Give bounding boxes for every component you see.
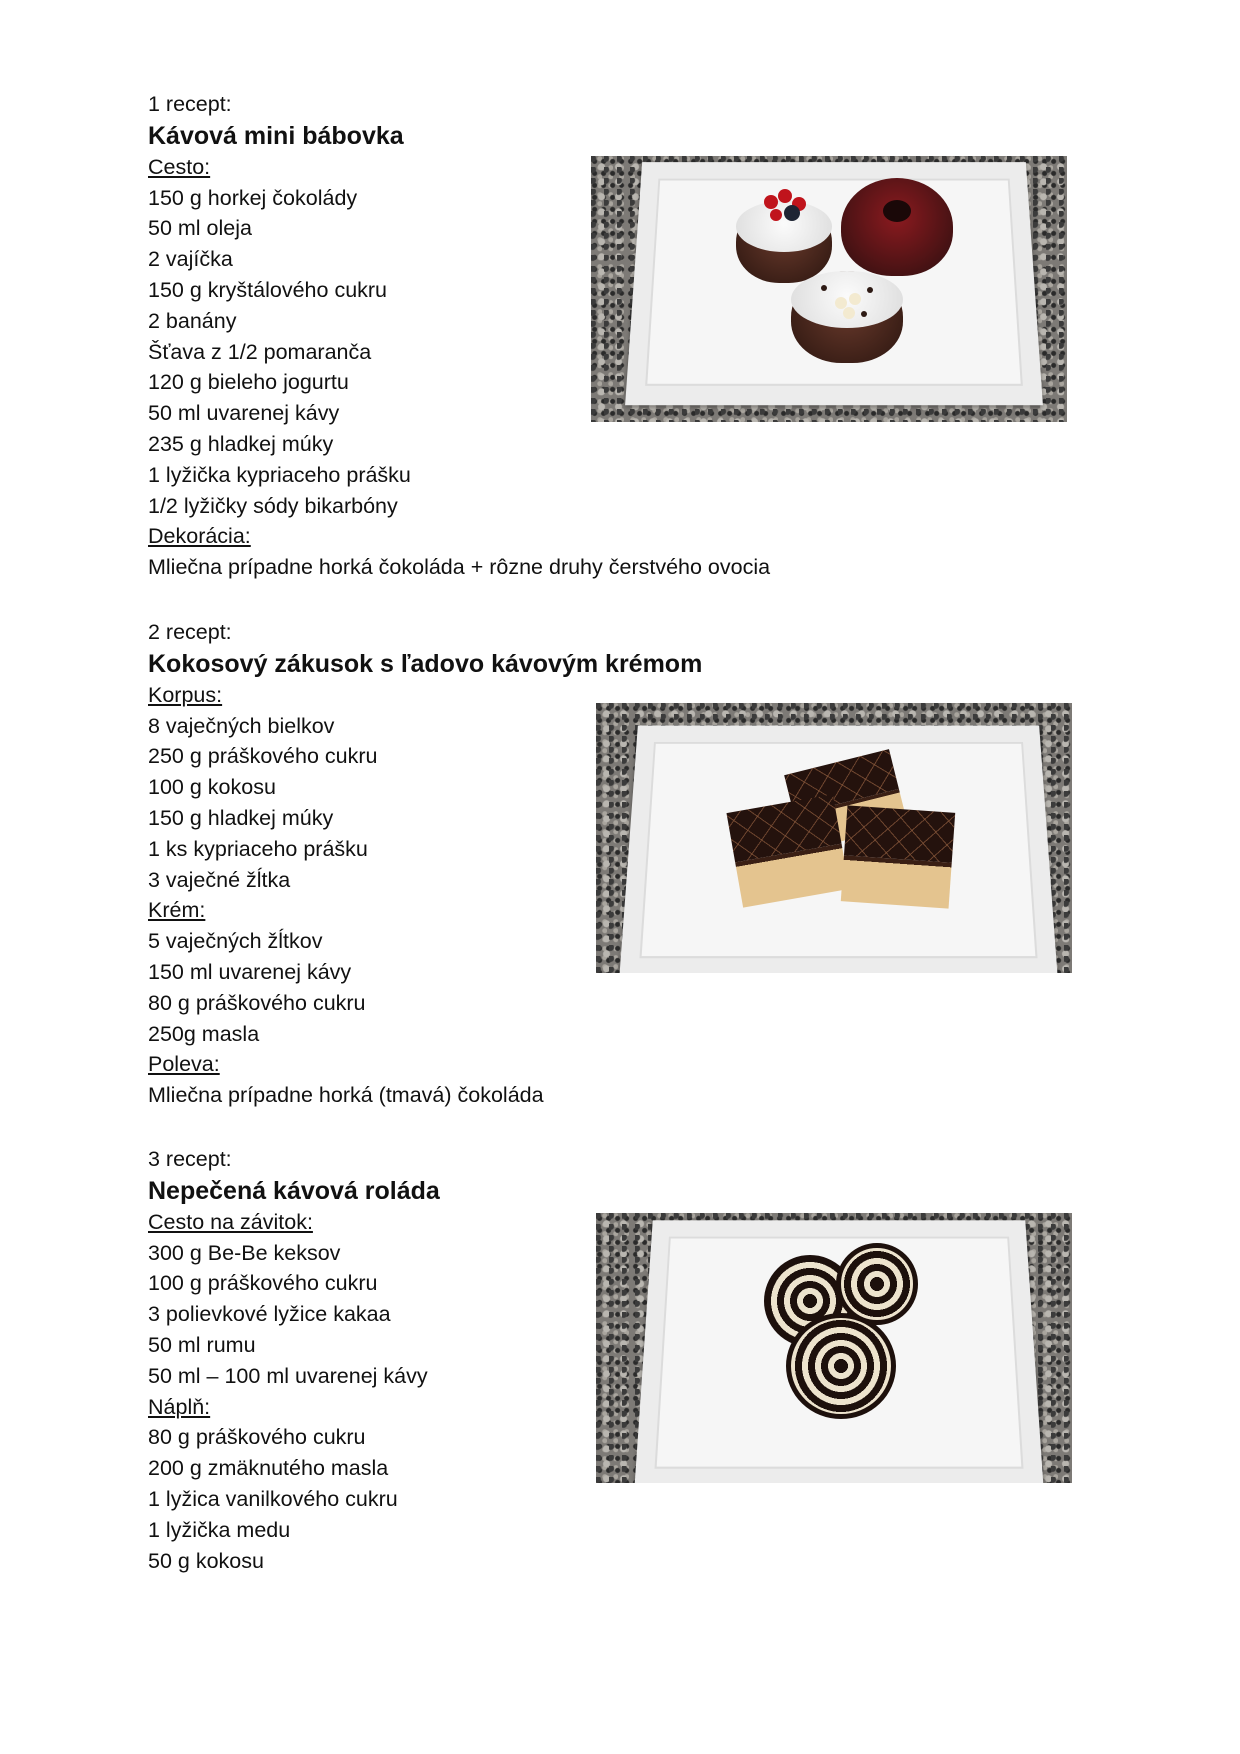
recipe-number: 2 recept: [148, 620, 232, 644]
ingredient: 1 lyžica vanilkového cukru [148, 1486, 398, 1511]
ingredient: Mliečna prípadne horká (tmavá) čokoláda [148, 1083, 544, 1108]
section-heading: Poleva: [148, 1052, 220, 1077]
chocolate-drop [867, 287, 873, 293]
ingredient: 50 ml oleja [148, 216, 252, 241]
ingredient: 5 vaječných žĺtkov [148, 929, 323, 954]
berry [770, 209, 782, 221]
ingredient: 1 ks kypriaceho prášku [148, 836, 368, 861]
section-heading: Cesto na závitok: [148, 1209, 313, 1234]
ingredient: 150 g hladkej múky [148, 805, 334, 830]
berry [778, 189, 792, 203]
section-heading: Cesto: [148, 154, 211, 179]
ingredient: 300 g Be-Be keksov [148, 1240, 341, 1265]
cake-slice [726, 794, 849, 907]
ingredient: 3 vaječné žĺtka [148, 867, 291, 892]
section-heading: Náplň: [148, 1394, 211, 1419]
ingredient: 2 vajíčka [148, 247, 233, 272]
ingredient: 1 lyžička kypriaceho prášku [148, 462, 411, 487]
cake-slice [841, 805, 955, 908]
ingredient: Mliečna prípadne horká čokoláda + rôzne druhy čerstvého ovocia [148, 555, 771, 580]
recipe-number: 1 recept: [148, 92, 232, 116]
sponge-layer [841, 855, 952, 908]
ingredient: 150 g kryštálového cukru [148, 277, 388, 302]
recipe-number: 3 recept: [148, 1147, 232, 1171]
chocolate-drop [849, 293, 861, 305]
ingredient: Šťava z 1/2 pomaranča [148, 339, 372, 364]
berry [764, 195, 778, 209]
cake-glazed-berries [736, 201, 832, 283]
coconut-cake-slices-photo [596, 703, 1072, 973]
ingredient: 100 g práškového cukru [148, 1271, 378, 1296]
section-heading: Dekorácia: [148, 524, 251, 549]
section-heading: Krém: [148, 898, 206, 923]
ingredient: 50 ml – 100 ml uvarenej kávy [148, 1363, 428, 1388]
ingredient: 50 ml rumu [148, 1332, 256, 1357]
ingredient: 100 g kokosu [148, 775, 276, 800]
ingredient: 8 vaječných bielkov [148, 713, 335, 738]
ingredient: 3 polievkové lyžice kakaa [148, 1302, 391, 1327]
chocolate-drop [861, 311, 867, 317]
ingredient: 50 g kokosu [148, 1548, 264, 1573]
recipe-title: Nepečená kávová roláda [148, 1176, 440, 1205]
ingredient: 150 ml uvarenej kávy [148, 959, 352, 984]
chocolate-drop [843, 307, 855, 319]
chocolate-drop [821, 285, 827, 291]
ingredient: 80 g práškového cukru [148, 1425, 366, 1450]
mini-bundt-cakes-photo [591, 156, 1067, 422]
ingredient: 2 banány [148, 308, 237, 333]
ingredient: 120 g bieleho jogurtu [148, 370, 349, 395]
berry [784, 205, 800, 221]
chocolate-glaze [844, 805, 955, 862]
cake-glazed-chocolate [791, 271, 903, 363]
roll-slice [786, 1313, 896, 1419]
recipe-title: Kávová mini bábovka [148, 121, 404, 150]
cake-hole [883, 200, 911, 222]
ingredient: 250 g práškového cukru [148, 744, 378, 769]
ingredient: 200 g zmäknutého masla [148, 1456, 389, 1481]
ingredient: 235 g hladkej múky [148, 431, 334, 456]
recipe-title: Kokosový zákusok s ľadovo kávovým krémom [148, 649, 703, 678]
ingredient: 80 g práškového cukru [148, 990, 366, 1015]
ingredient: 250g masla [148, 1021, 260, 1046]
no-bake-roll-photo [596, 1213, 1072, 1483]
ingredient: 150 g horkej čokolády [148, 185, 358, 210]
glaze [791, 271, 903, 328]
section-heading: Korpus: [148, 682, 223, 707]
ingredient: 1/2 lyžičky sódy bikarbóny [148, 493, 398, 518]
ingredient: 50 ml uvarenej kávy [148, 401, 340, 426]
ingredient: 1 lyžička medu [148, 1517, 291, 1542]
cake-red-crumbs [841, 178, 953, 276]
